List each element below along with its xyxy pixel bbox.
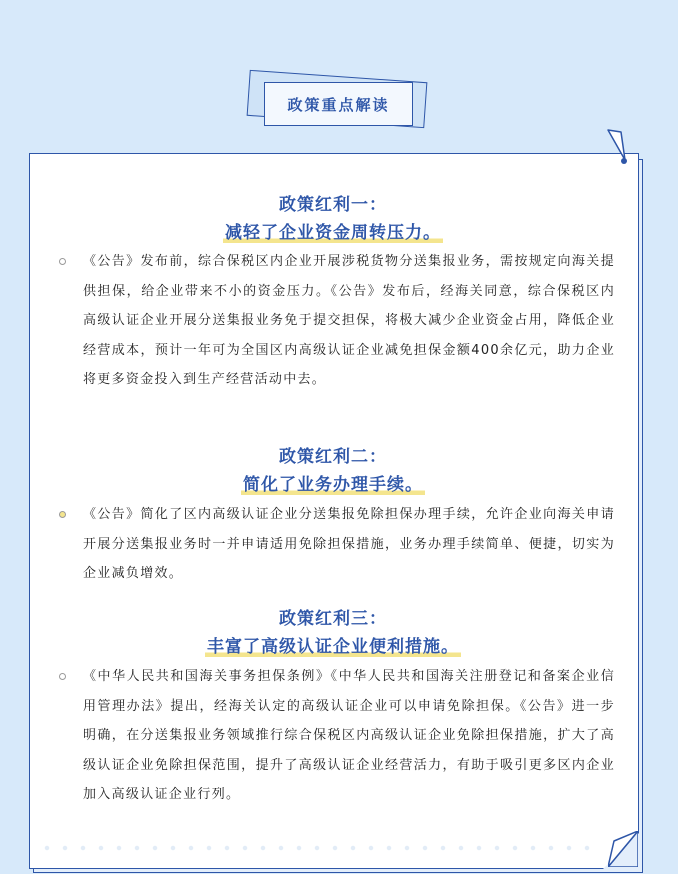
- page-fold-corner: [608, 831, 638, 867]
- badge-title: 政策重点解读: [287, 95, 390, 114]
- section-3-body: 《中华人民共和国海关事务担保条例》《中华人民共和国海关注册登记和备案企业信用管理办法》提出，经海关认定的高级认证企业可以申请免除担保。《公告》进一步明确，在分送集报业务领域推行综合保税区内高级认证企业免除担保措施，扩大了高级认证企业免除担保范围，提升了高级认证企业经营活力，有助于吸引更多区内企业加入高级认证企业行列。: [83, 669, 615, 802]
- section-3-heading: [29, 607, 637, 659]
- section-2-title: 政策红利二：: [279, 447, 387, 467]
- section-3-title: 政策红利三：: [279, 609, 387, 629]
- section-2-heading: [29, 445, 637, 497]
- title-badge: [246, 74, 431, 134]
- section-2-body: 《公告》简化了区内高级认证企业分送集报免除担保办理手续，允许企业向海关申请开展分送集报业务时一并申请适用免除担保措施，业务办理手续简单、便捷，切实为企业减负增效。: [83, 507, 615, 581]
- section-1-heading: [29, 193, 637, 245]
- dotted-divider: [38, 845, 598, 851]
- section-3-subtitle: 丰富了高级认证企业便利措施。: [207, 637, 459, 657]
- section-1-title: 政策红利一：: [279, 195, 387, 215]
- badge-front-frame: [264, 82, 413, 126]
- pin-icon: [605, 128, 631, 168]
- section-1-subtitle: 减轻了企业资金周转压力。: [225, 223, 441, 243]
- bullet-icon: [59, 673, 66, 680]
- section-1-body: 《公告》发布前，综合保税区内企业开展涉税货物分送集报业务，需按规定向海关提供担保，给企业带来不小的资金压力。《公告》发布后，经海关同意，综合保税区内高级认证企业开展分送集报业务免于提交担保，将极大减少企业资金占用，降低企业经营成本，预计一年可为全国区内高级认证企业减免担保金额400余亿元，助力企业将更多资金投入到生产经营活动中去。: [83, 254, 615, 387]
- bullet-icon: [59, 258, 66, 265]
- bullet-icon: [59, 511, 66, 518]
- section-2-subtitle: 简化了业务办理手续。: [243, 475, 423, 495]
